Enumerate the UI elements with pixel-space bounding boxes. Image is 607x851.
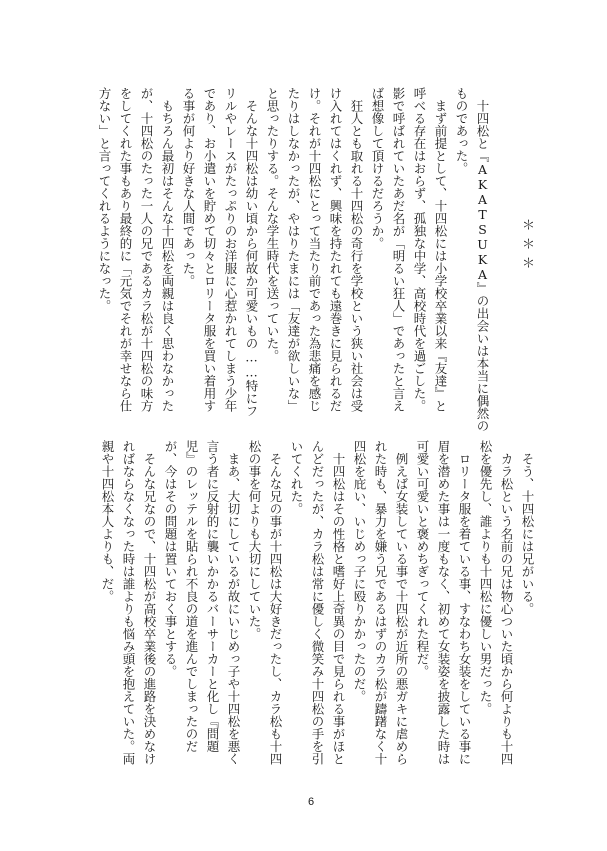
text-line: が、十四松のたった一人の兄であるカラ松が十四松の味方 — [139, 87, 154, 412]
text-line: そんな兄なので、十四松が高校卒業後の進路を決めなけ — [142, 440, 157, 765]
top-text-block — [94, 87, 493, 432]
text-line: 例えば女装している事で十四松が近所の悪ガキに虐めら — [394, 440, 409, 765]
text-line: たりはしなかったが、やはりたまには「友達が欲しいな」 — [286, 87, 301, 412]
text-line: まず前提として、十四松には小学校卒業以来『友達』と — [433, 87, 448, 412]
text-line: カラ松という名前の兄は物心ついた頃から何よりも十四 — [499, 440, 514, 765]
text-line: 方ない」と言ってくれるようになった。 — [97, 87, 112, 312]
text-line: まあ、大切にしているが故にいじめっ子や十四松を悪く — [226, 440, 241, 765]
text-line: リルやレースがたっぷりのお洋服に心惹かれてしまう少年 — [223, 87, 238, 412]
text-line: ものであった。 — [454, 87, 469, 175]
text-line: 可愛い可愛いと褒めちぎってくれた程だ。 — [415, 440, 430, 678]
text-line: そんな兄の事が十四松は大好きだったし、カラ松も十四 — [268, 440, 283, 765]
text-line: 狂人とも取れる十四松の奇行を学校という狭い社会は受 — [349, 87, 364, 412]
text-line: れた時も、暴力を嫌う兄であるはずのカラ松が躊躇なく十 — [373, 440, 388, 765]
text-line: 言う者に反射的に襲いかかるバーサーカーと化し『問題 — [205, 440, 220, 753]
text-line: をしてくれた事もあり最終的に「元気でそれが幸せなら仕 — [118, 87, 133, 412]
text-line: 松の事を何よりも大切にしていた。 — [247, 440, 262, 640]
text-line: と思ったりする。そんな学生時代を送っていた。 — [265, 87, 280, 362]
text-line: ロリータ服を着ている事、すなわち女装をしている事に — [457, 440, 472, 765]
text-line: 影で呼ばれていたあだ名が「明るい狂人」であったと言え — [391, 87, 406, 412]
text-line: 児』のレッテルを貼られ不良の道を進んでしまったのだ — [184, 440, 199, 753]
text-line: る事が何より好きな人間であった。 — [181, 87, 196, 287]
text-line: もちろん最初はそんな十四松を両親は良く思わなかった — [160, 87, 175, 412]
text-line: そんな十四松は幼い頃から何故か可愛いもの……特にフ — [244, 87, 259, 417]
text-line: 松を優先し、誰よりも十四松に優しい男だった。 — [478, 440, 493, 715]
text-line: 呼べる存在はおらず、孤独な中学、高校時代を過ごした。 — [412, 87, 427, 412]
text-line: ば想像して頂けるだろうか。 — [370, 87, 385, 250]
text-line: 十四松と『AKATSUKA』の出会いは本当に偶然の — [475, 87, 490, 432]
text-line: んどだったが、カラ松は常に優しく微笑み十四松の手を引 — [310, 440, 325, 765]
text-line: そう、十四松には兄がいる。 — [520, 440, 535, 615]
text-line: 十四松はその性格と嗜好上奇異の目で見られる事がほと — [331, 440, 346, 765]
bottom-text-block — [97, 440, 538, 772]
text-line: け。それが十四松にとって当たり前であった為悲痛を感じ — [307, 87, 322, 412]
text-line: け入れてはくれず、興味を持たれても遠巻きに見られるだ — [328, 87, 343, 412]
text-line: 眉を潜めた事は一度もなく、初めて女装姿を披露した時は — [436, 440, 451, 765]
text-line: ればならなくなった時は誰よりも悩み頭を抱えていた。両 — [121, 440, 136, 765]
section-separator: ＊＊＊ — [519, 218, 534, 275]
text-line: 親や十四松本人よりも、だ。 — [100, 440, 115, 603]
text-line: 四松を庇い、いじめっ子に殴りかかったのだ。 — [352, 440, 367, 703]
page-number: 6 — [308, 796, 315, 808]
text-line: が、今はその問題は置いておく事とする。 — [163, 440, 178, 678]
text-line: であり、お小遣いを貯めて切々とロリータ服を買い着用す — [202, 87, 217, 412]
text-line: いてくれた。 — [289, 440, 304, 515]
